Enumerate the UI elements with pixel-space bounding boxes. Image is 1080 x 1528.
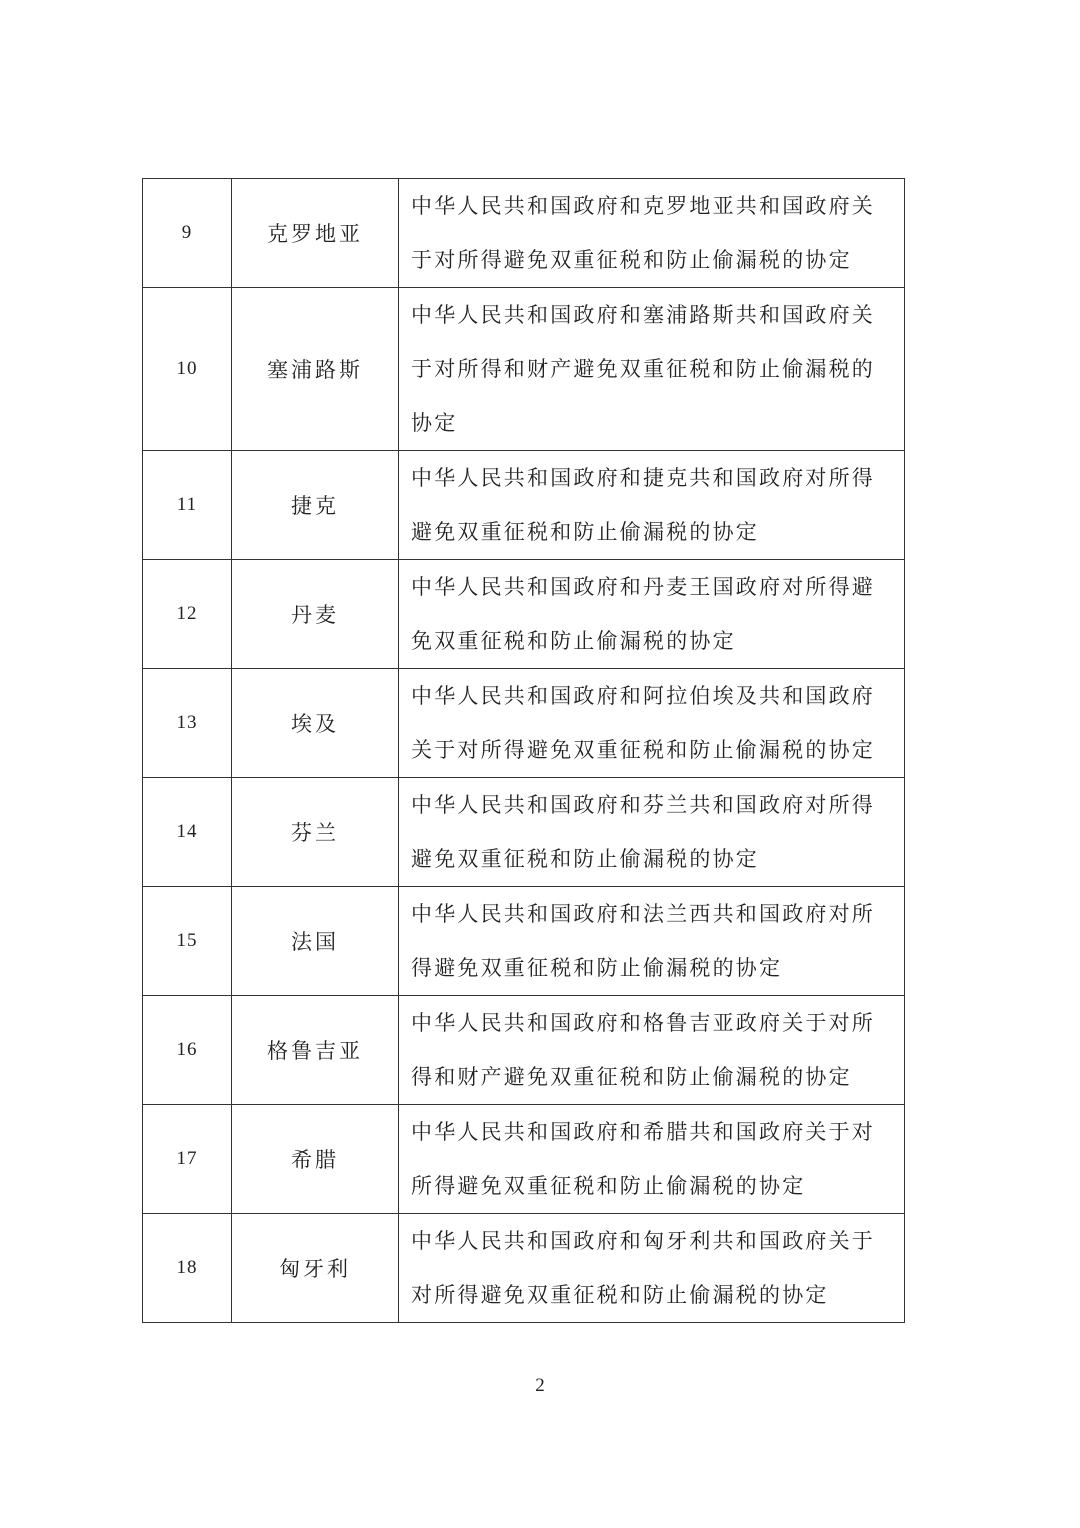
country-name: 克罗地亚 <box>232 179 399 288</box>
country-name: 格鲁吉亚 <box>232 996 399 1105</box>
agreement-title: 中华人民共和国政府和匈牙利共和国政府关于对所得避免双重征税和防止偷漏税的协定 <box>399 1214 905 1323</box>
agreement-title: 中华人民共和国政府和格鲁吉亚政府关于对所得和财产避免双重征税和防止偷漏税的协定 <box>399 996 905 1105</box>
row-number: 17 <box>143 1105 232 1214</box>
table-row <box>143 778 905 887</box>
table-row <box>143 451 905 560</box>
country-name: 希腊 <box>232 1105 399 1214</box>
agreement-title: 中华人民共和国政府和丹麦王国政府对所得避免双重征税和防止偷漏税的协定 <box>399 560 905 669</box>
agreement-title: 中华人民共和国政府和芬兰共和国政府对所得避免双重征税和防止偷漏税的协定 <box>399 778 905 887</box>
country-name: 匈牙利 <box>232 1214 399 1323</box>
agreement-title: 中华人民共和国政府和阿拉伯埃及共和国政府关于对所得避免双重征税和防止偷漏税的协定 <box>399 669 905 778</box>
table-row <box>143 179 905 288</box>
country-name: 芬兰 <box>232 778 399 887</box>
row-number: 12 <box>143 560 232 669</box>
agreement-title: 中华人民共和国政府和法兰西共和国政府对所得避免双重征税和防止偷漏税的协定 <box>399 887 905 996</box>
country-name: 埃及 <box>232 669 399 778</box>
row-number: 15 <box>143 887 232 996</box>
table-row <box>143 996 905 1105</box>
table-row <box>143 560 905 669</box>
agreement-title: 中华人民共和国政府和希腊共和国政府关于对所得避免双重征税和防止偷漏税的协定 <box>399 1105 905 1214</box>
country-name: 丹麦 <box>232 560 399 669</box>
row-number: 16 <box>143 996 232 1105</box>
row-number: 13 <box>143 669 232 778</box>
agreement-title: 中华人民共和国政府和克罗地亚共和国政府关于对所得避免双重征税和防止偷漏税的协定 <box>399 179 905 288</box>
row-number: 9 <box>143 179 232 288</box>
table-row <box>143 1105 905 1214</box>
page-number: 2 <box>535 1375 545 1396</box>
country-name: 捷克 <box>232 451 399 560</box>
table-row <box>143 669 905 778</box>
treaty-table <box>142 178 905 1323</box>
country-name: 法国 <box>232 887 399 996</box>
row-number: 14 <box>143 778 232 887</box>
row-number: 10 <box>143 288 232 451</box>
row-number: 11 <box>143 451 232 560</box>
agreement-title: 中华人民共和国政府和捷克共和国政府对所得避免双重征税和防止偷漏税的协定 <box>399 451 905 560</box>
row-number: 18 <box>143 1214 232 1323</box>
agreement-title: 中华人民共和国政府和塞浦路斯共和国政府关于对所得和财产避免双重征税和防止偷漏税的协定 <box>399 288 905 451</box>
country-name: 塞浦路斯 <box>232 288 399 451</box>
table-row <box>143 1214 905 1323</box>
table-row <box>143 887 905 996</box>
table-row <box>143 288 905 451</box>
